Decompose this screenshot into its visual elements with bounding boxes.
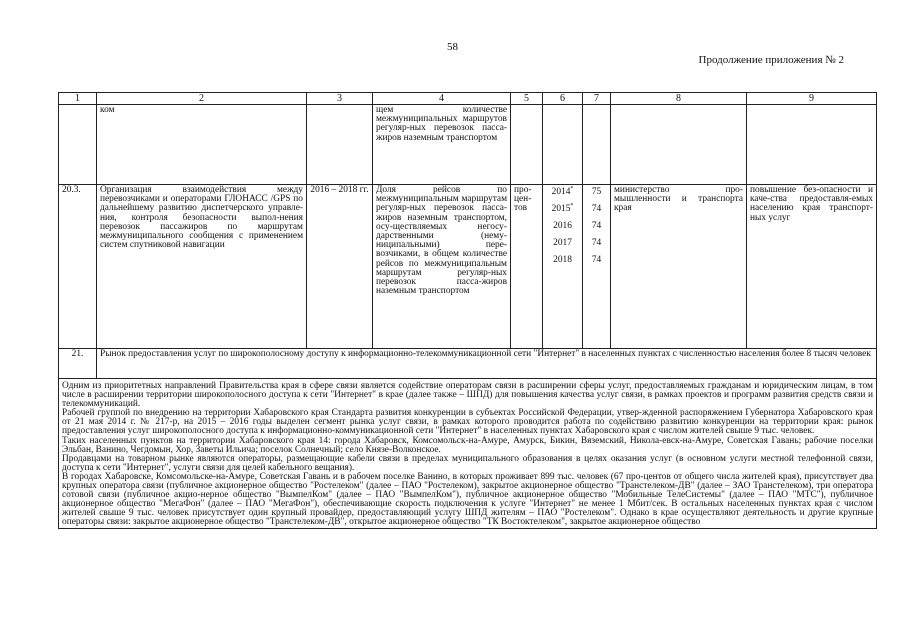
- year-value: 2015*: [551, 202, 574, 214]
- responsible-cell: министерство про-мышленности и транспорта края: [611, 185, 747, 349]
- year-value: 2014*: [551, 185, 574, 197]
- indicator-value: 74: [591, 221, 602, 231]
- activity-cell: ком: [97, 105, 307, 185]
- col-header: 1: [59, 93, 97, 105]
- col-header: 7: [583, 93, 611, 105]
- paragraph: Таких населенных пунктов на территории Хабаровского края 14: города Хабаровск, Комсомольск-на-Амуре, Амурск, Бикин, Вяземский, Никола-евск-на-Амуре, Советская Гавань; рабочие поселки Эльбан, Ванино, Чегдомын, Хор, Заветы Ильича; поселок Солнечный; село Князе-Волконское.: [62, 435, 873, 455]
- year-value: 2018: [553, 255, 572, 265]
- year-value: 2016: [553, 221, 572, 231]
- paragraph: Рабочей группой по внедрению на территории Хабаровского края Стандарта развития конкуренции в субъектах Российской Федерации, утвер-жденной распоряжением Губернатора Хабаровского края от 21 мая 2014 г. № 217-р, на 2015 – 2016 годы выделен сегмент рынка услуг связи, в рамках которого проводится работа по содействию развитию конкуренции на территории края: рынок предоставления услуг широкополосного доступа к информационно-коммуникационной сети "Интернет" в населенных пунктах Хабаровского края с числом жителей свыше 9 тыс. человек.: [62, 408, 873, 437]
- column-numbers-row: [59, 93, 877, 105]
- paragraph: Продавцами на товарном рынке являются операторы, размещающие кабели связи в пределах муниципального образования в целях оказания услуг (в основном услуги местной телефонной связи, доступа к сети "Интернет", услуги связи для целей кабельного вещания).: [62, 453, 873, 473]
- continuation-note: Продолжение приложения № 2: [698, 54, 844, 66]
- indicator-value: 74: [591, 238, 602, 248]
- col-header: 6: [543, 93, 583, 105]
- section-row: [59, 349, 877, 379]
- years-cell: [543, 185, 583, 349]
- paragraph: В городах Хабаровске, Комсомольске-на-Амуре, Советская Гавань и в рабочем поселке Ванино, в которых проживает 899 тыс. человек (67 про-центов от общего числа жителей края), присутствует два крупных оператора связи (публичное акционерное общество "Ростелеком" (далее – ПАО "Ростелеком), закрытое акционерное общество "Транстелеком-ДВ" (далее – ЗАО Транстелеком), три оператора сотовой связи (публичное акцио-нерное общество "ВымпелКом" (далее – ПАО "ВымпелКом"), публичное акционерное общество "Мобильные ТелеСистемы" (далее – ПАО "МТС"), публичное акционерное общество "МегаФон" (далее – ПАО "МегаФон"), обеспечивающие скорость подключения к услуге "Интернет" не менее 1 Мбит/сек. В остальных населенных пунктах края с числом жителей свыше 9 тыс. человек присутствует один крупный провайдер, предоставляющий услугу ШПД жителям – ПАО "Ростелеком". Однако в крае осуществляют деятельность и другие крупные операторы связи: закрытое акционерное общество "Транстелеком-ДВ", открытое акционерное общество "ТК Востоктелеком", закрытое акционерное общество: [62, 471, 873, 528]
- col-header: 5: [511, 93, 543, 105]
- indicator-value: 75: [591, 187, 602, 197]
- term-cell: 2016 – 2018 гг.: [307, 185, 373, 349]
- indicator-cell: щем количестве межмуниципальных маршрутов регуляр-ных перевозок пасса-жиров наземным транспортом: [373, 105, 511, 185]
- table-row: [59, 185, 877, 349]
- text-row: [59, 379, 877, 529]
- col-header: 8: [611, 93, 747, 105]
- indicator-cell: Доля рейсов по межмуниципальным маршрутам регуляр-ных перевозок пасса-жиров наземным транспортом, осу-ществляемых негосу-дарственными (нему-ниципальными) пере-возчиками, в общем количестве рейсов по межмуниципальным маршрутам регуляр-ных перевозок пасса-жиров наземным транспортом: [373, 185, 511, 349]
- row-number: 21.: [59, 349, 97, 379]
- col-header: 9: [747, 93, 877, 105]
- paragraph: Одним из приоритетных направлений Правительства края в сфере связи является содействие операторам связи в расширении сферы услуг, предоставляемых гражданам и юридическим лицам, в том числе в расширении территории широкополосного доступа к сети "Интернет" в крае (далее также – ШПД) для повышения качества услуг связи, в рамках проектов и программ развития средств связи и телекоммуникаций.: [62, 381, 873, 410]
- page-number: 58: [447, 41, 458, 53]
- indicator-value: 74: [591, 204, 602, 214]
- section-title: Рынок предоставления услуг по широкополосному доступу к информационно-телекоммуникационной сети "Интернет" в населенных пунктах с численностью населения более 8 тысяч человек: [97, 349, 877, 379]
- row-number: 20.3.: [59, 185, 97, 349]
- description-text: [59, 379, 877, 529]
- appendix-table: [58, 92, 877, 529]
- indicator-value: 74: [591, 255, 602, 265]
- continued-row: [59, 105, 877, 185]
- col-header: 4: [373, 93, 511, 105]
- activity-cell: Организация взаимодействия между перевозчиками и операторами ГЛОНАСС /GPS по дальнейшему развитию диспетчерского управле-ния, контроля безопасности выпол-нения перевозок пассажиров по маршрутам межмуниципального сообщения с применением систем спутниковой навигации: [97, 185, 307, 349]
- col-header: 2: [97, 93, 307, 105]
- values-cell: [583, 185, 611, 349]
- unit-cell: про-цен-тов: [511, 185, 543, 349]
- result-cell: повышение без-опасности и каче-ства предоставля-емых населению края транспорт-ных услуг: [747, 185, 877, 349]
- col-header: 3: [307, 93, 373, 105]
- year-value: 2017: [553, 238, 572, 248]
